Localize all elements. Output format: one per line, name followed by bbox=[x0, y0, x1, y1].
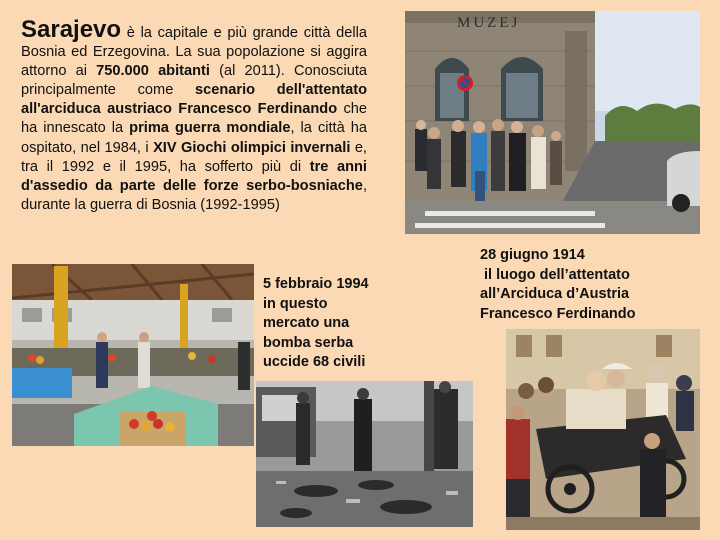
market-caption bbox=[263, 275, 393, 373]
intro-olympics: XIV Giochi olimpici invernali bbox=[153, 139, 351, 156]
intro-text-5: e, tra il 1992 e il 1995, ha sofferto più di bbox=[21, 139, 367, 175]
assassination-illustration bbox=[506, 329, 700, 530]
intro-assassination: scenario dell'attentato all'arciduca austriaco Francesco Ferdinando bbox=[21, 82, 367, 118]
market-caption-line: mercato una bbox=[263, 315, 350, 331]
assassination-caption-line: 28 giugno 1914 bbox=[480, 247, 585, 263]
assassination-caption-line: all’Arciduca d’Austria bbox=[480, 286, 630, 302]
assassination-caption-line: il luogo dell’attentato bbox=[480, 266, 630, 283]
museum-sign: MUZEJ bbox=[457, 15, 521, 31]
market-bombing-photo bbox=[256, 381, 473, 527]
intro-siege: tre anni d'assedio da parte delle forze serbo-bosniache bbox=[21, 158, 367, 194]
intro-text-4: , la città ha ospitato, nel 1984, i bbox=[21, 120, 367, 156]
market-photo bbox=[12, 264, 254, 446]
intro-text-6: , durante la guerra di Bosnia (1992-1995) bbox=[21, 177, 367, 213]
intro-ww1: prima guerra mondiale bbox=[129, 120, 291, 137]
market-caption-line: 5 febbraio 1994 bbox=[263, 276, 369, 292]
market-caption-line: in questo bbox=[263, 295, 328, 312]
intro-population: 750.000 abitanti bbox=[96, 63, 210, 80]
intro-paragraph bbox=[21, 16, 368, 215]
market-caption-line: bomba serba bbox=[263, 334, 354, 351]
intro-text-2: (al 2011). Conosciuta principalmente come bbox=[21, 63, 367, 99]
market-caption-line: uccide 68 civili bbox=[263, 354, 366, 370]
page-title: Sarajevo bbox=[21, 16, 122, 43]
assassination-caption bbox=[480, 246, 710, 324]
museum-corner-photo bbox=[405, 11, 700, 234]
assassination-caption-line: Francesco Ferdinando bbox=[480, 305, 636, 322]
intro-text-3: che ha innescato la bbox=[21, 101, 368, 137]
intro-text-1: è la capitale e più grande città della Bosnia ed Erzegovina. La sua popolazione si aggira attorno ai bbox=[21, 25, 367, 80]
